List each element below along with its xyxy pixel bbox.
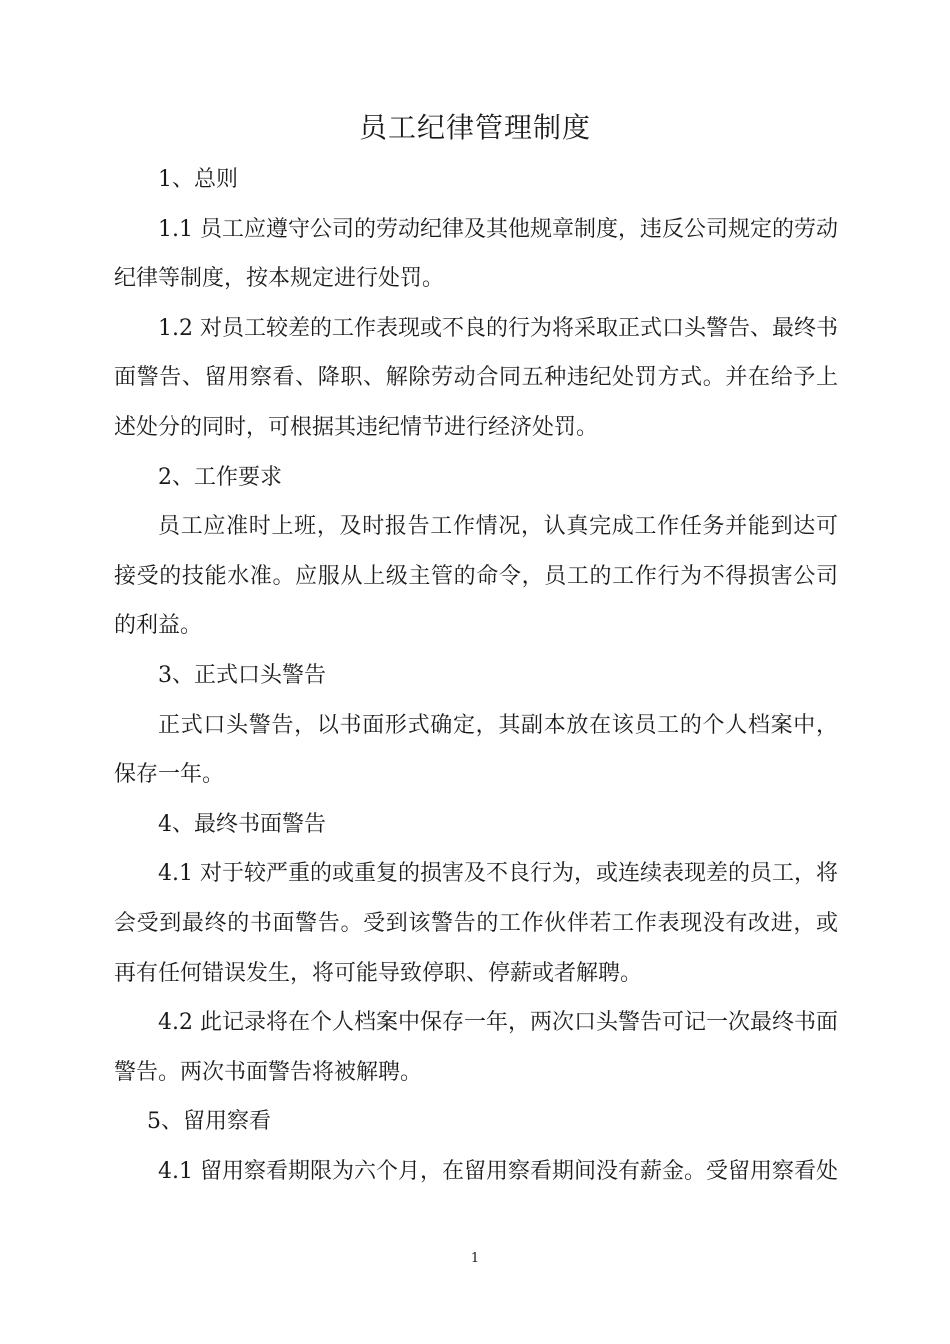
paragraph-probation-4-1: 4.1 留用察看期限为六个月，在留用察看期间没有薪金。受留用察看处 — [158, 1158, 838, 1184]
paragraph-verbal-warning: 正式口头警告，以书面形式确定，其副本放在该员工的个人档案中，保存一年。 — [114, 712, 838, 788]
paragraph-1-2: 1.2 对员工较差的工作表现或不良的行为将采取正式口头警告、最终书面警告、留用察看、降职、解除劳动合同五种违纪处罚方式。并在给予上述处分的同时，可根据其违纪情节进行经济处罚。 — [114, 315, 838, 440]
section-heading-work-requirements: 2、工作要求 — [158, 464, 282, 490]
section-heading-general: 1、总则 — [158, 167, 238, 192]
section-heading-final-written-warning: 4、最终书面警告 — [158, 811, 326, 837]
document-title: 员工纪律管理制度 — [358, 111, 591, 144]
page-number: 1 — [470, 1251, 480, 1266]
section-heading-probation: 5、留用察看 — [147, 1109, 271, 1135]
paragraph-1-1: 1.1 员工应遵守公司的劳动纪律及其他规章制度，违反公司规定的劳动纪律等制度，按本规定进行处罚。 — [114, 216, 838, 292]
paragraph-4-2: 4.2 此记录将在个人档案中保存一年，两次口头警告可记一次最终书面警告。两次书面警告将被解聘。 — [114, 1010, 838, 1085]
paragraph-work-requirements: 员工应准时上班，及时报告工作情况，认真完成工作任务并能到达可接受的技能水准。应服从上级主管的命令，员工的工作行为不得损害公司的利益。 — [114, 514, 838, 639]
paragraph-4-1: 4.1 对于较严重的或重复的损害及不良行为，或连续表现差的员工，将会受到最终的书面警告。受到该警告的工作伙伴若工作表现没有改进，或再有任何错误发生，将可能导致停职、停薪或者解聘。 — [114, 861, 838, 986]
document-body — [114, 155, 838, 1196]
section-heading-verbal-warning: 3、正式口头警告 — [158, 662, 326, 688]
